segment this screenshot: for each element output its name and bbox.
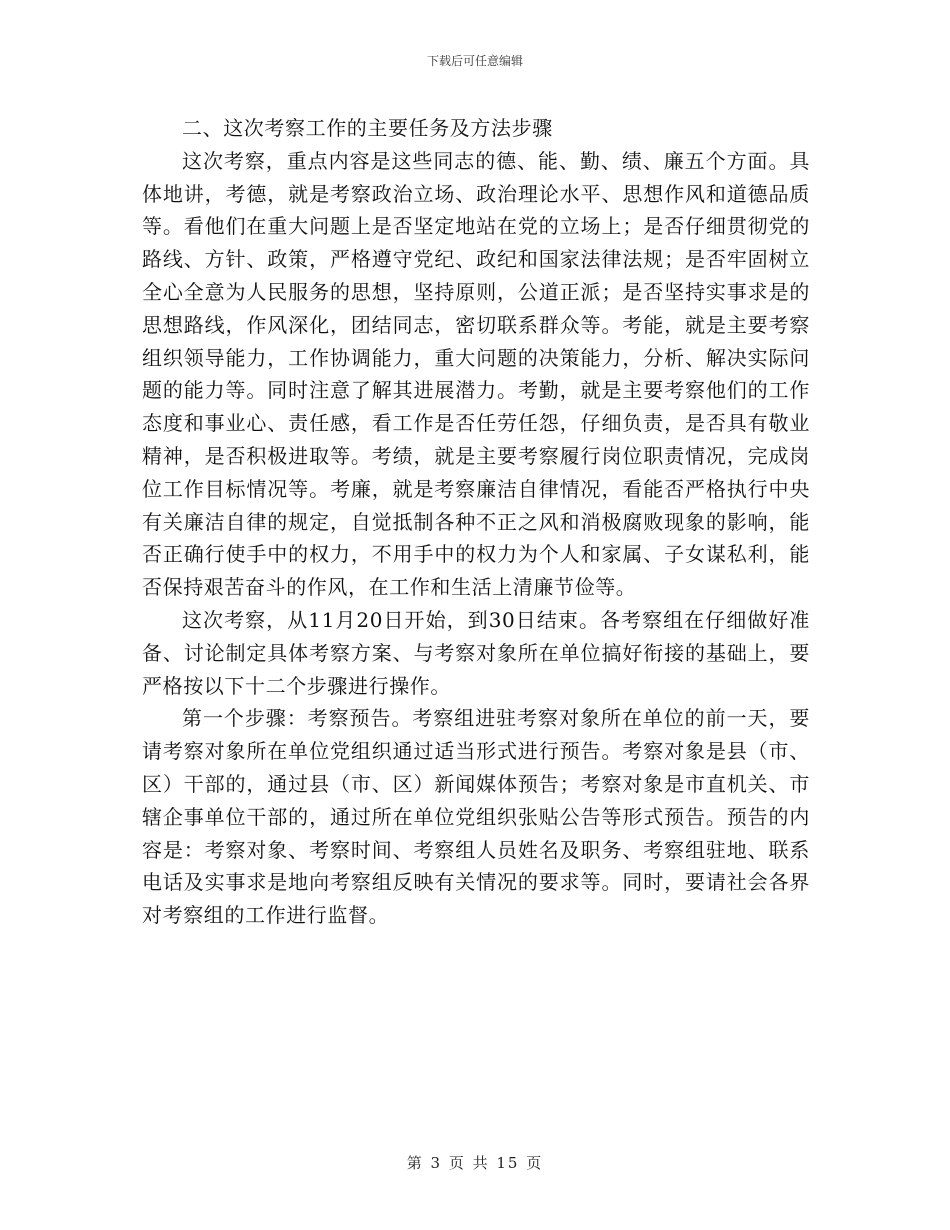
paragraph-step-one: 第一个步骤：考察预告。考察组进驻考察对象所在单位的前一天，要请考察对象所在单位党组织通过适当形式进行预告。考察对象是县（市、区）干部的，通过县（市、区）新闻媒体预告；考察对象是市直机关、市辖企事单位干部的，通过所在单位党组织张贴公告等形式预告。预告的内容是：考察对象、考察时间、考察组人员姓名及职务、考察组驻地、联系电话及实事求是地向考察组反映有关情况的要求等。同时，要请社会各界对考察组的工作进行监督。 — [142, 706, 810, 928]
paragraph-assessment-content: 这次考察，重点内容是这些同志的德、能、勤、绩、廉五个方面。具体地讲，考德，就是考察政治立场、政治理论水平、思想作风和道德品质等。看他们在重大问题上是否坚定地站在党的立场上；是否仔细贯彻党的路线、方针、政策，严格遵守党纪、政纪和国家法律法规；是否牢固树立全心全意为人民服务的思想，坚持原则，公道正派；是否坚持实事求是的思想路线，作风深化，团结同志，密切联系群众等。考能，就是主要考察组织领导能力，工作协调能力，重大问题的决策能力，分析、解决实际问题的能力等。同时注意了解其进展潜力。考勤，就是主要考察他们的工作态度和事业心、责任感，看工作是否任劳任怨，仔细负责，是否具有敬业精神，是否积极进取等。考绩，就是主要考察履行岗位职责情况，完成岗位工作目标情况等。考廉，就是考察廉洁自律情况，看能否严格执行中央有关廉洁自律的规定，自觉抵制各种不正之风和消极腐败现象的影响，能否正确行使手中的权力，不用手中的权力为个人和家属、子女谋私利，能否保持艰苦奋斗的作风，在工作和生活上清廉节俭等。 — [142, 148, 810, 600]
page-header-note: 下载后可任意编辑 — [426, 54, 523, 68]
page-number-footer: 第 3 页 共 15 页 — [406, 1154, 544, 1172]
paragraph-schedule: 这次考察，从11月20日开始，到30日结束。各考察组在仔细做好准备、讨论制定具体考察方案、与考察对象所在单位搞好衔接的基础上，要严格按以下十二个步骤进行操作。 — [142, 607, 810, 698]
document-body — [142, 112, 810, 932]
section-heading: 二、这次考察工作的主要任务及方法步骤 — [182, 116, 553, 140]
